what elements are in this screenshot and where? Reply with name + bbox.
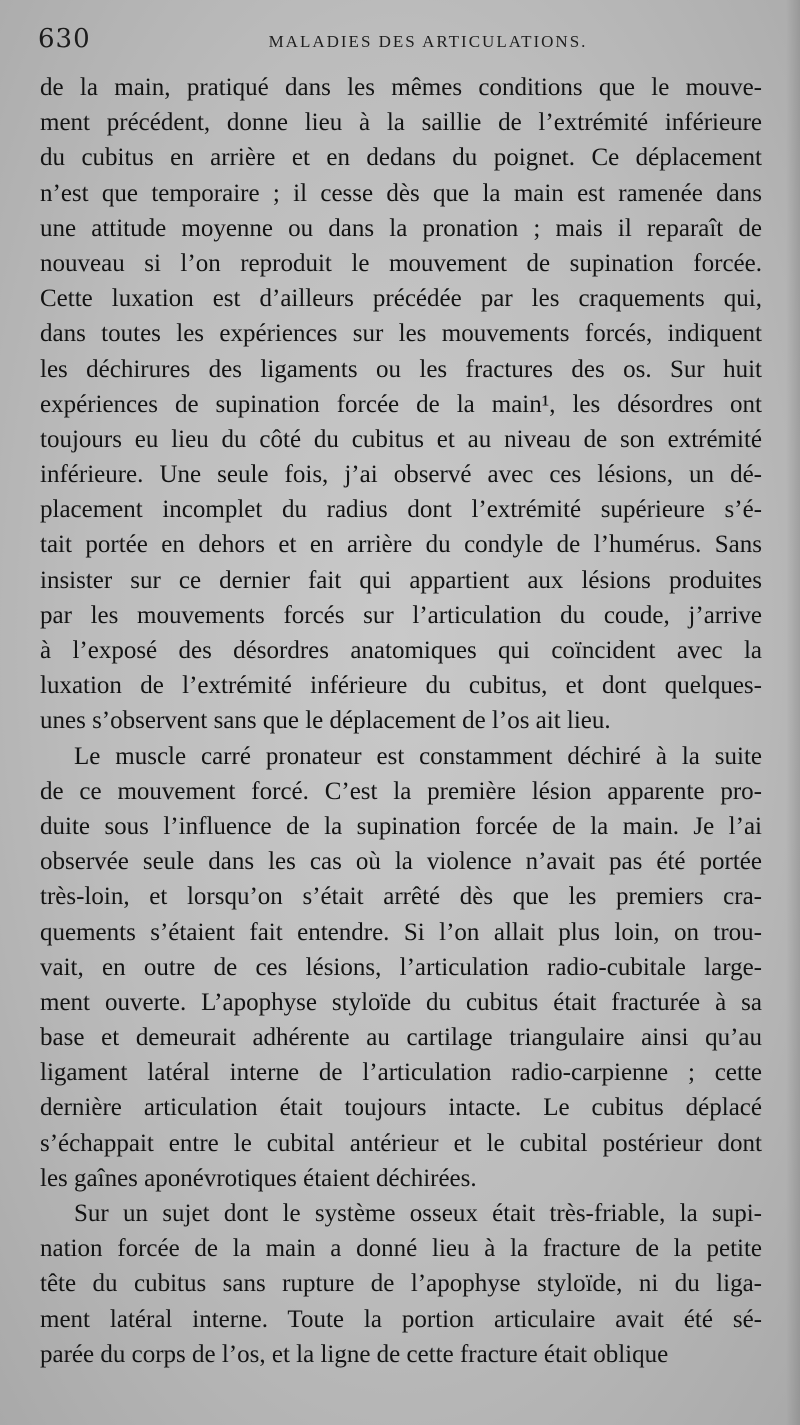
text-line: toujours eu lieu du côté du cubitus et au niveau de son extrémité [40,425,762,453]
text-line: parée du corps de l’os, et la ligne de cette fracture était oblique [40,1340,669,1368]
text-line: luxation de l’extrémité inférieure du cubitus, et dont quelques- [40,672,762,700]
paragraph [40,1196,762,1372]
text-line: n’est que temporaire ; il cesse dès que la main est ramenée dans [40,179,762,207]
page-number: 630 [38,24,91,54]
text-line: s’échappait entre le cubital antérieur et le cubital postérieur dont [40,1129,762,1157]
text-line: du cubitus en arrière et en dedans du poignet. Ce déplacement [40,144,762,172]
text-line: Sur un sujet dont le système osseux était très-friable, la supi- [74,1200,762,1227]
text-line: une attitude moyenne ou dans la pronation ; mais il reparaît de [40,214,762,242]
text-line: vait, en outre de ces lésions, l’articulation radio-cubitale large- [40,953,762,981]
paragraph [40,739,762,1196]
page-header [38,24,764,58]
text-line: tête du cubitus sans rupture de l’apophyse styloïde, ni du liga- [40,1270,762,1298]
text-line: Le muscle carré pronateur est constamment déchiré à la suite [74,742,762,770]
text-line: dans toutes les expériences sur les mouvements forcés, indiquent [40,320,762,348]
text-line: insister sur ce dernier fait qui appartient aux lésions produites [40,566,762,594]
text-line: Cette luxation est d’ailleurs précédée par les craquements qui, [40,285,762,313]
text-line: par les mouvements forcés sur l’articulation du coude, j’arrive [40,601,762,629]
text-line: de la main, pratiqué dans les mêmes conditions que le mouve- [40,74,762,101]
text-line: ment précédent, donne lieu à la saillie de l’extrémité inférieure [40,109,762,137]
text-line: les déchirures des ligaments ou les fractures des os. Sur huit [40,355,762,383]
text-line: nouveau si l’on reproduit le mouvement de supination forcée. [40,249,762,277]
paragraph [40,70,762,739]
text-line: observée seule dans les cas où la violence n’avait pas été portée [40,848,762,876]
text-line: très-loin, et lorsqu’on s’était arrêté dès que les premiers cra- [40,883,762,911]
page-edge-shadow [786,0,800,1425]
text-line: base et demeurait adhérente au cartilage triangulaire ainsi qu’au [40,1024,762,1052]
text-line: ligament latéral interne de l’articulation radio-carpienne ; cette [40,1059,762,1087]
text-line: placement incomplet du radius dont l’extrémité supérieure s’é- [40,496,762,524]
text-line: tait portée en dehors et en arrière du condyle de l’humérus. Sans [40,531,762,559]
text-line: unes s’observent sans que le déplacement de l’os ait lieu. [40,707,611,735]
running-title: MALADIES DES ARTICULATIONS. [268,32,588,51]
body-text [40,70,762,1372]
text-line: quements s’étaient fait entendre. Si l’on allait plus loin, on trou- [40,918,762,946]
text-line: nation forcée de la main a donné lieu à la fracture de la petite [40,1235,762,1263]
text-line: ment ouverte. L’apophyse styloïde du cubitus était fracturée à sa [40,988,762,1016]
text-line: duite sous l’influence de la supination forcée de la main. Je l’ai [40,812,762,840]
text-line: dernière articulation était toujours intacte. Le cubitus déplacé [40,1094,762,1122]
text-line: expériences de supination forcée de la main¹, les désordres ont [40,390,762,418]
text-line: inférieure. Une seule fois, j’ai observé avec ces lésions, un dé- [40,461,762,489]
text-line: ment latéral interne. Toute la portion articulaire avait été sé- [40,1305,762,1333]
text-line: de ce mouvement forcé. C’est la première lésion apparente pro- [40,777,762,805]
text-line: à l’exposé des désordres anatomiques qui coïncident avec la [40,637,762,664]
text-line: les gaînes aponévrotiques étaient déchirées. [40,1164,477,1192]
